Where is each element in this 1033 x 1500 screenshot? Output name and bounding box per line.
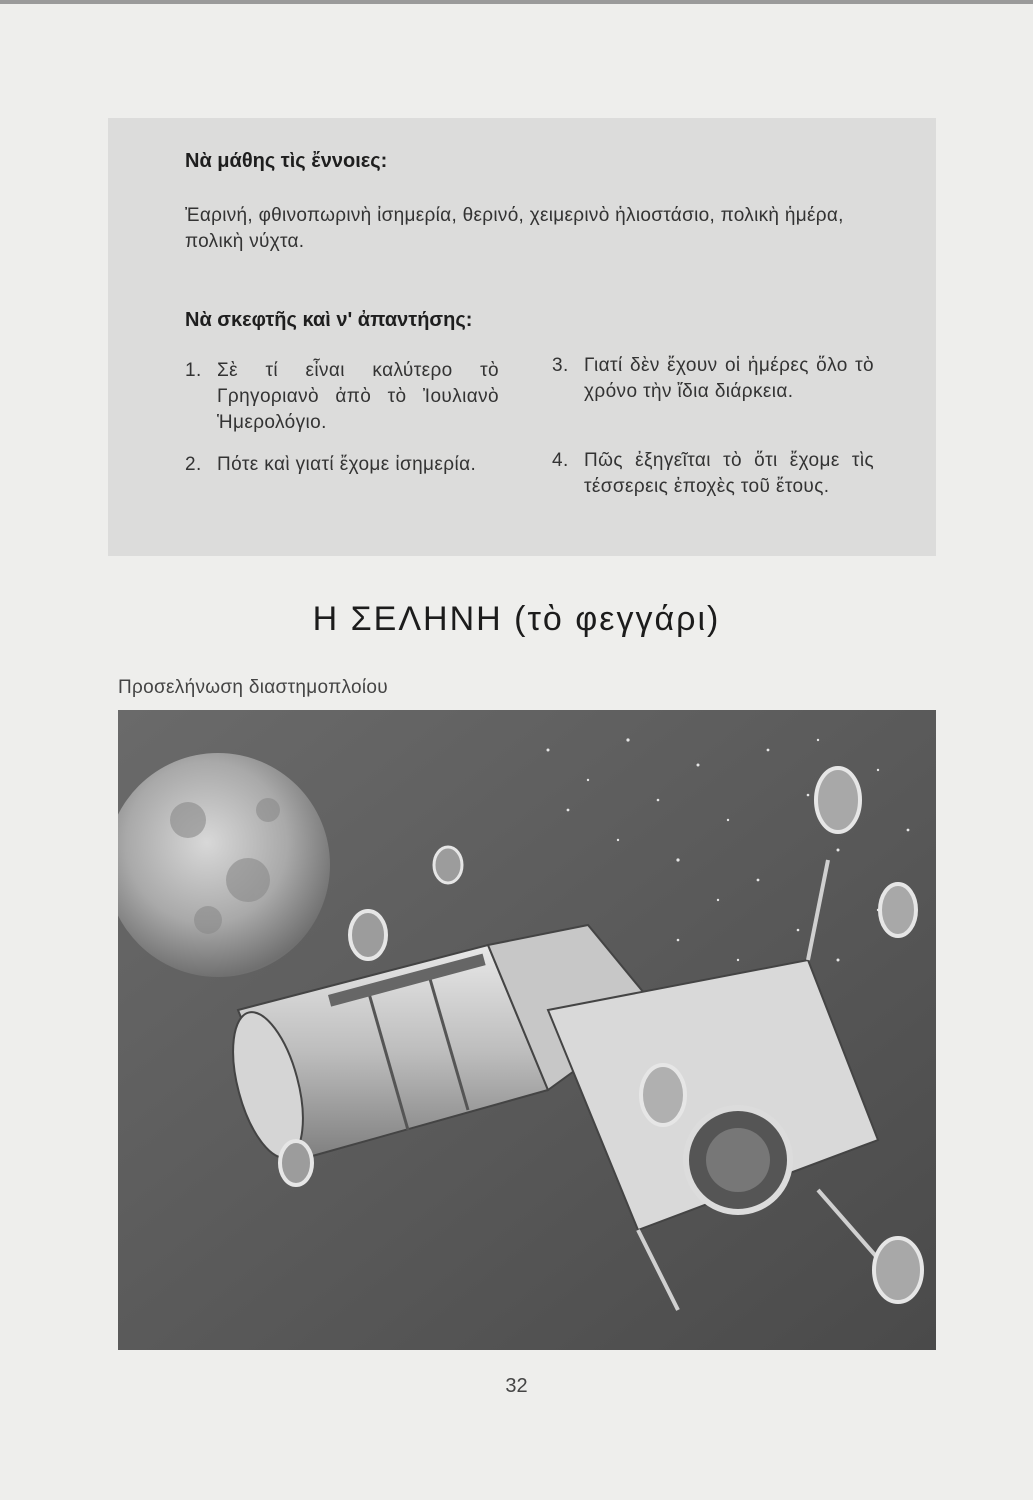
questions-heading: Νὰ σκεφτῆς καὶ ν' ἀπαντήσης: bbox=[185, 309, 473, 331]
concepts-text: Ἐαρινή, φθινοπωρινὴ ἰσημερία, θερινό, χειμερινὸ ἡλιοστάσιο, πολικὴ ἡμέρα, πολικὴ νύχτα. bbox=[185, 205, 844, 252]
figure-caption: Προσελήνωση διαστημοπλοίου bbox=[118, 677, 388, 698]
question-text: Πῶς ἐξηγεῖται τὸ ὅτι ἔχομε τὶς τέσσερεις ἐποχὲς τοῦ ἔτους. bbox=[584, 450, 874, 497]
concepts-heading: Νὰ μάθης τὶς ἔννοιες: bbox=[185, 150, 388, 172]
spacecraft-illustration-svg bbox=[118, 710, 936, 1350]
question-number: 2. bbox=[185, 454, 202, 475]
question-number: 1. bbox=[185, 360, 202, 381]
question-text: Πότε καὶ γιατί ἔχομε ἰσημερία. bbox=[217, 454, 477, 475]
question-item bbox=[185, 358, 499, 436]
question-item bbox=[185, 452, 499, 478]
question-number: 3. bbox=[552, 355, 569, 376]
chapter-title: Η ΣΕΛΗΝΗ (τὸ φεγγάρι) bbox=[312, 600, 721, 638]
page-number: 32 bbox=[505, 1375, 528, 1397]
question-item bbox=[552, 448, 874, 500]
question-text: Γιατί δὲν ἔχουν οἱ ἡμέρες ὅλο τὸ χρόνο τὴν ἴδια διάρκεια. bbox=[584, 355, 874, 402]
page-top-edge bbox=[0, 0, 1033, 4]
spacecraft-moon-illustration bbox=[118, 710, 936, 1350]
question-number: 4. bbox=[552, 450, 569, 471]
question-item bbox=[552, 353, 874, 405]
question-text: Σὲ τί εἶναι καλύτερο τὸ Γρηγοριανὸ ἀπὸ τὸ Ἰουλιανὸ Ἡμερολόγιο. bbox=[217, 360, 499, 433]
